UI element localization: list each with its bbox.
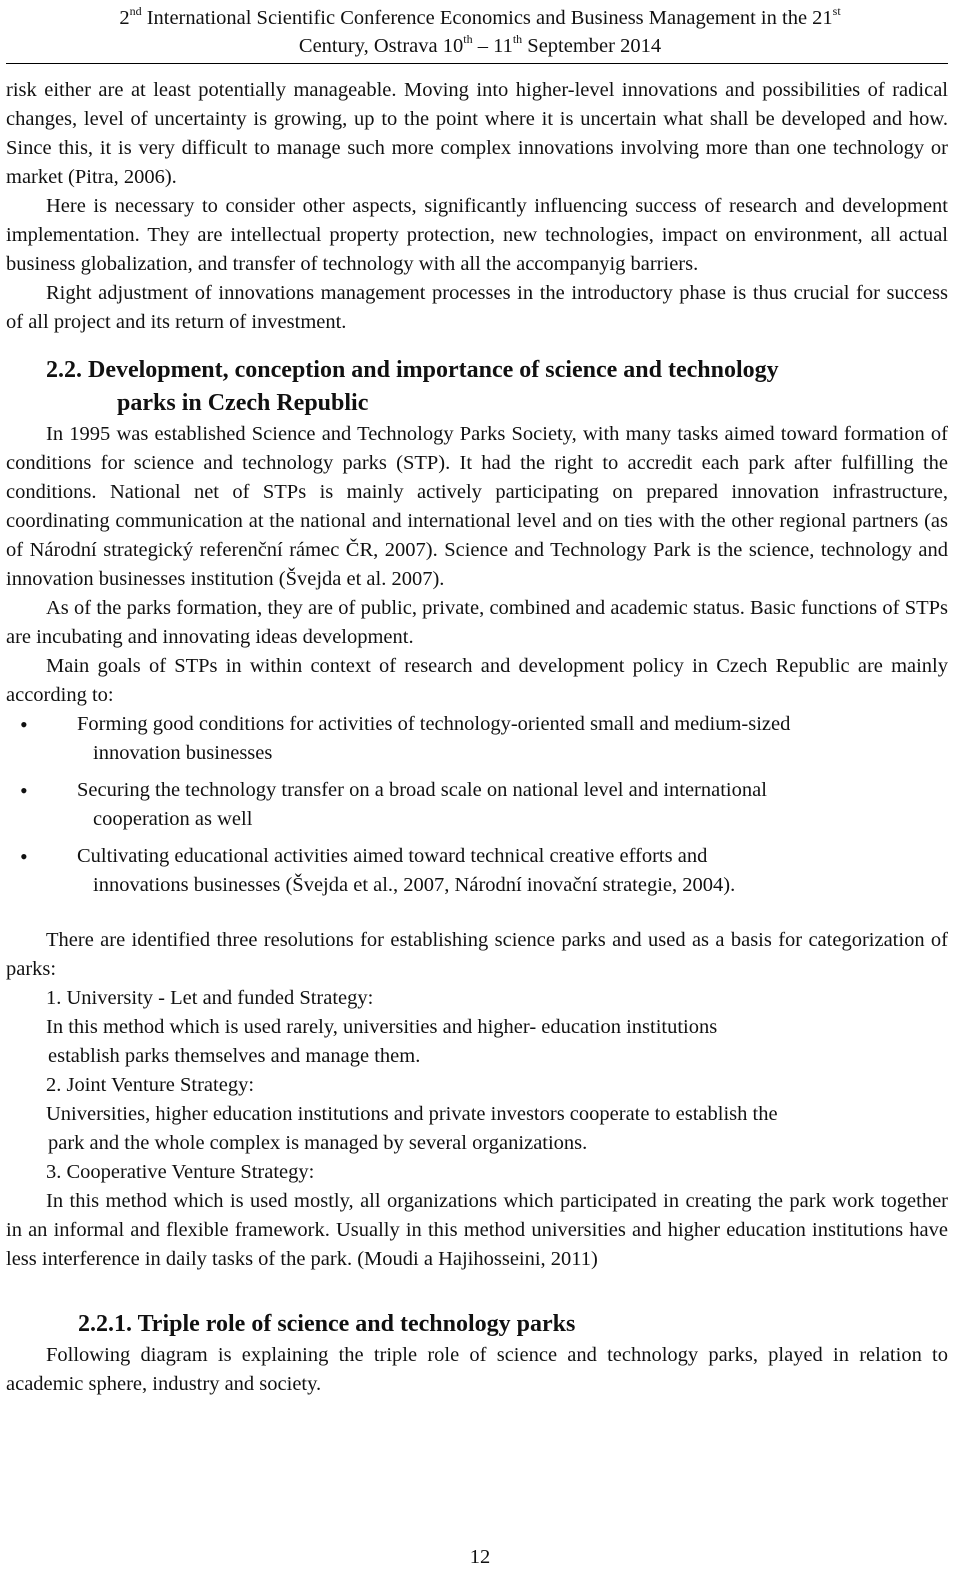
conference-header (0, 4, 960, 60)
paragraph: Main goals of STPs in within context of research and development policy in Czech Republic are mainly according to: (6, 655, 948, 706)
paragraph: As of the parks formation, they are of public, private, combined and academic status. Basic functions of STPs are incubating and innovating ideas development. (6, 597, 948, 648)
paragraph: There are identified three resolutions for establishing science parks and used as a basis for categorization of parks: (6, 929, 948, 980)
list-item: • Forming good conditions for activities of technology-oriented small and medium-sized innovation businesses (20, 712, 791, 764)
section-heading-line-2: parks in Czech Republic (117, 390, 369, 416)
strategy-label: 1. University - Let and funded Strategy: (46, 987, 374, 1009)
list-item: • Securing the technology transfer on a broad scale on national level and international cooperation as well (20, 778, 767, 830)
paragraph: risk either are at least potentially manageable. Moving into higher-level innovations and possibilities of radical changes, level of uncertainty is growing, up to the point where it is uncertain what shall be developed and how. Since this, it is very difficult to manage such more complex innovations involving more than one technology or market (Pitra, 2006). (6, 79, 948, 188)
section-heading (6, 354, 948, 420)
paragraph: In 1995 was established Science and Technology Parks Society, with many tasks aimed toward formation of conditions for science and technology parks (STP). It had the right to accredit each park after fulfilling the conditions. National net of STPs is mainly actively participating on prepared innovation infrastructure, coordinating communication at the national and international level and on ties with the other regional partners (as of Národní strategický referenční rámec ČR, 2007). Science and Technology Park is the science, technology and innovation businesses institution (Švejda et al. 2007). (6, 423, 948, 590)
bullet-icon: • (20, 712, 28, 737)
header-rule (6, 63, 948, 64)
list-item: • Cultivating educational activities aimed toward technical creative efforts and innovations businesses (Švejda et al., 2007, Národní inovační strategie, 2004). (20, 844, 736, 896)
section-heading-line-1: 2.2. Development, conception and importance of science and technology (46, 357, 779, 383)
paragraph: Right adjustment of innovations management processes in the introductory phase is thus crucial for success of all project and its return of investment. (6, 282, 948, 333)
strategy-label: 2. Joint Venture Strategy: (46, 1074, 255, 1096)
spacer (6, 908, 948, 926)
strategy-description: In this method which is used rarely, universities and higher- education institutions establish parks themselves and manage them. (46, 1016, 718, 1067)
paragraph: Following diagram is explaining the triple role of science and technology parks, played in relation to academic sphere, industry and society. (6, 1344, 948, 1395)
bullet-icon: • (20, 844, 28, 869)
page-number: 12 (469, 1546, 491, 1568)
bullet-icon: • (20, 778, 28, 803)
header-line-2: Century, Ostrava 10th – 11th September 2014 (298, 32, 662, 57)
document-body (6, 76, 948, 1399)
header-line-1: 2nd International Scientific Conference Economics and Business Management in the 21st (119, 4, 841, 29)
paragraph: Here is necessary to consider other aspects, significantly influencing success of research and development implementation. They are intellectual property protection, new technologies, impact on environment, all actual business globalization, and transfer of technology with all the accompanyig barriers. (6, 195, 948, 275)
strategy-description: Universities, higher education institutions and private investors cooperate to establish the park and the whole complex is managed by several organizations. (46, 1103, 778, 1154)
strategy-label: 3. Cooperative Venture Strategy: (46, 1161, 315, 1183)
goals-list (6, 710, 948, 900)
subsection-heading: 2.2.1. Triple role of science and technology parks (78, 1311, 576, 1337)
paragraph: In this method which is used mostly, all organizations which participated in creating the park work together in an informal and flexible framework. Usually in this method universities and higher education institutions have less interference in daily tasks of the park. (Moudi a Hajihosseini, 2011) (6, 1190, 948, 1270)
